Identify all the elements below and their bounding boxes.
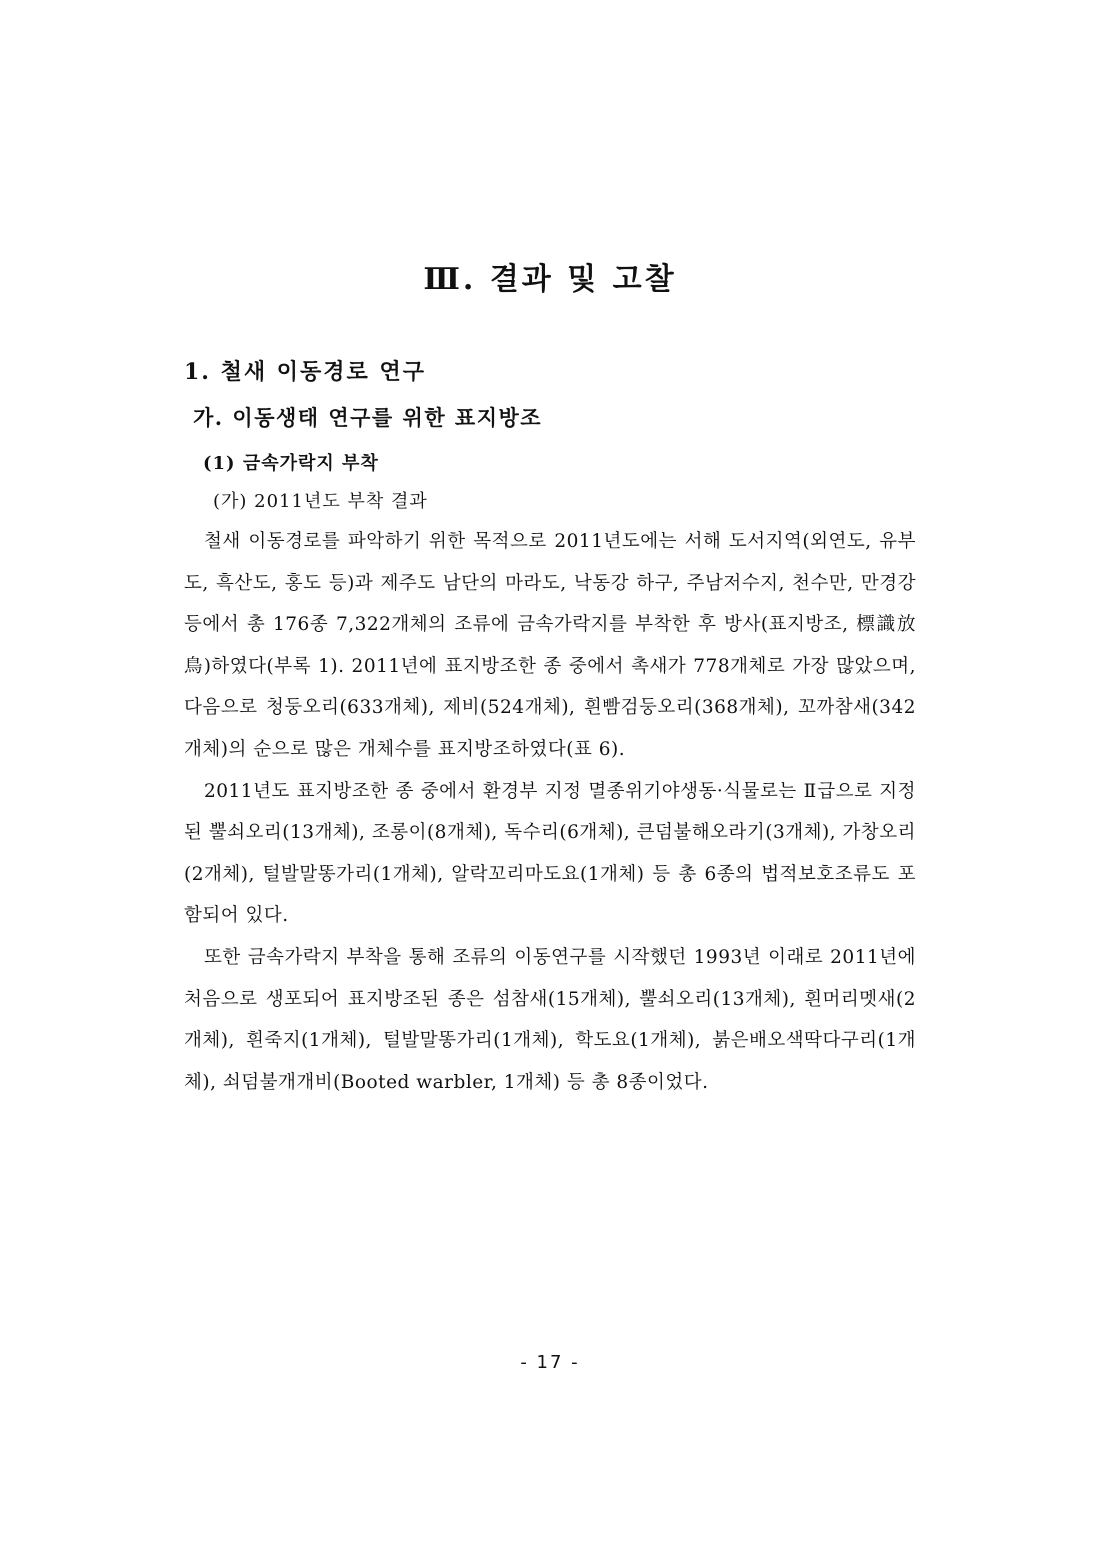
body-text [184,521,916,1103]
subsection-heading: 가. 이동생태 연구를 위한 표지방조 [193,405,543,430]
paragraph-endangered-species: 2011년도 표지방조한 종 중에서 환경부 지정 멸종위기야생동·식물로는 Ⅱ급으로 지정된 뿔쇠오리(13개체), 조롱이(8개체), 독수리(6개체), 큰덤불해오라기(3개체), 가창오리(2개체), 털발말똥가리(1개체), 알락꼬리마도요(1개체) 등 총 6종의 법적보호조류도 포함되어 있다. [184,780,916,927]
item-heading: (1) 금속가락지 부착 [203,453,379,474]
paragraph-first-captures: 또한 금속가락지 부착을 통해 조류의 이동연구를 시작했던 1993년 이래로 2011년에 처음으로 생포되어 표지방조된 종은 섬참새(15개체), 뿔쇠오리(13개체), 흰머리멧새(2개체), 흰죽지(1개체), 털발말똥가리(1개체), 학도요(1개체), 붉은배오색딱다구리(1개체), 쇠덤불개개비(Booted warbler, 1개체) 등 총 8종이었다. [184,946,916,1093]
section-heading: 1. 철새 이동경로 연구 [184,359,426,385]
chapter-title: Ⅲ. 결과 및 고찰 [423,262,677,297]
page-number: - 17 - [520,1352,580,1373]
subitem-heading: (가) 2011년도 부착 결과 [213,491,428,512]
paragraph-banding-results: 철새 이동경로를 파악하기 위한 목적으로 2011년도에는 서해 도서지역(외연도, 유부도, 흑산도, 홍도 등)과 제주도 남단의 마라도, 낙동강 하구, 주남저수지, 천수만, 만경강 등에서 총 176종 7,322개체의 조류에 금속가락지를 부착한 후 방사(표지방조, 標識放鳥)하였다(부록 1). 2011년에 표지방조한 종 중에서 촉새가 778개체로 가장 많았으며, 다음으로 청둥오리(633개체), 제비(524개체), 흰빰검둥오리(368개체), 꼬까참새(342개체)의 순으로 많은 개체수를 표지방조하였다(표 6). [184,531,916,760]
